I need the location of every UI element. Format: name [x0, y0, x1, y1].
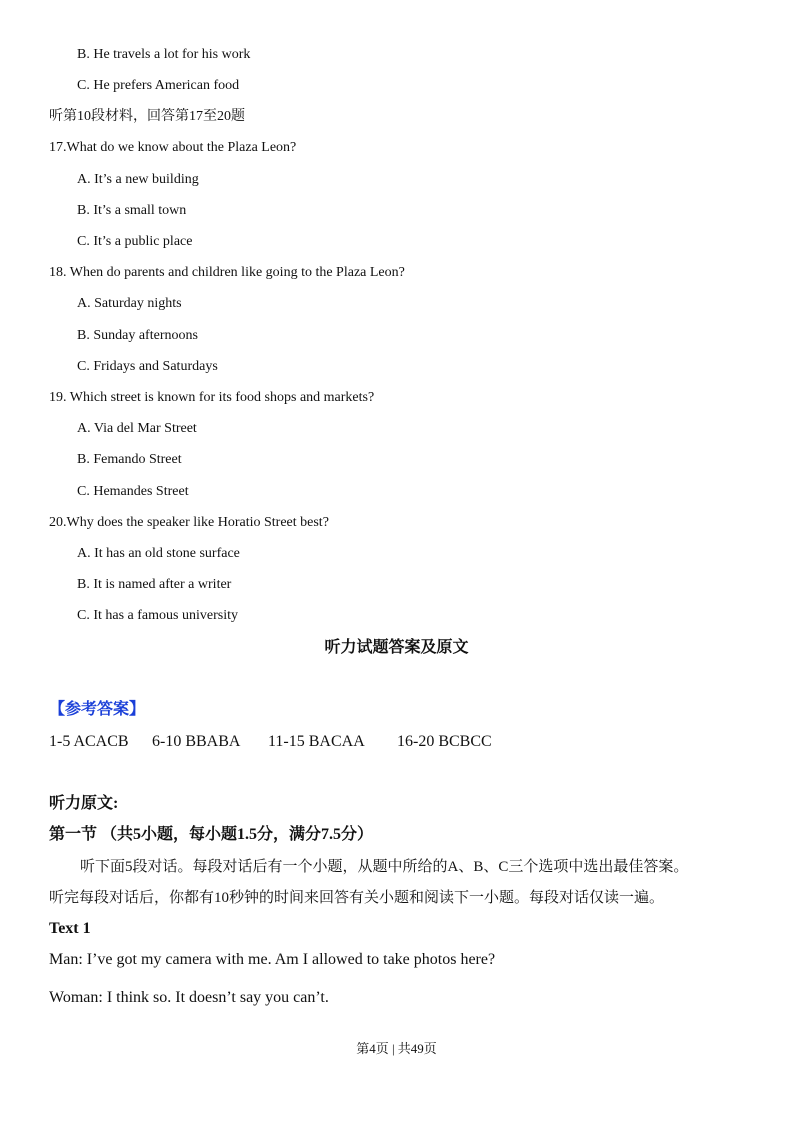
text-label: Text 1 [49, 920, 91, 937]
question-17-option-c: C. It’s a public place [77, 234, 193, 249]
option-b: B. He travels a lot for his work [77, 47, 251, 62]
answer-group-4: 16-20 BCBCC [397, 733, 492, 750]
section-header: 第一节 （共5小题，每小题1.5分，满分7.5分） [49, 826, 374, 843]
dialogue-man: Man: I’ve got my camera with me. Am I allowed to take photos here? [49, 951, 496, 968]
dialogue-woman: Woman: I think so. It doesn’t say you can’t. [49, 989, 329, 1006]
question-18: 18. When do parents and children like going to the Plaza Leon? [49, 265, 405, 280]
transcript-label: 听力原文: [49, 795, 119, 812]
answer-group-1: 1-5 ACACB [49, 733, 129, 750]
question-17-option-a: A. It’s a new building [77, 172, 199, 187]
question-19-option-a: A. Via del Mar Street [77, 421, 197, 436]
page-footer: 第4页 | 共49页 [356, 1041, 437, 1056]
question-18-option-b: B. Sunday afternoons [77, 328, 198, 343]
answer-group-2: 6-10 BBABA [152, 733, 241, 750]
instruction-line-2: 听完每段对话后，你都有10秒钟的时间来回答有关小题和阅读下一小题。每段对话仅读一遍。 [49, 890, 665, 906]
question-19-option-b: B. Femando Street [77, 452, 182, 467]
question-19-option-c: C. Hemandes Street [77, 484, 189, 499]
option-c: C. He prefers American food [77, 78, 240, 93]
question-17-option-b: B. It’s a small town [77, 203, 187, 218]
question-19: 19. Which street is known for its food shops and markets? [49, 390, 375, 405]
question-18-option-a: A. Saturday nights [77, 296, 182, 311]
question-20-option-b: B. It is named after a writer [77, 577, 232, 592]
instruction-line-1: 听下面5段对话。每段对话后有一个小题，从题中所给的A、B、C三个选项中选出最佳答案。 [80, 859, 689, 875]
reference-answer-label: 【参考答案】 [49, 701, 146, 718]
answer-group-3: 11-15 BACAA [268, 733, 365, 750]
section-instruction: 听第10段材料，回答第17至20题 [49, 109, 245, 124]
question-20-option-a: A. It has an old stone surface [77, 546, 240, 561]
question-17: 17.What do we know about the Plaza Leon? [49, 140, 297, 155]
answers-title: 听力试题答案及原文 [324, 639, 469, 656]
question-20: 20.Why does the speaker like Horatio Street best? [49, 515, 329, 530]
question-20-option-c: C. It has a famous university [77, 608, 238, 623]
answer-key [49, 732, 492, 752]
question-18-option-c: C. Fridays and Saturdays [77, 359, 218, 374]
